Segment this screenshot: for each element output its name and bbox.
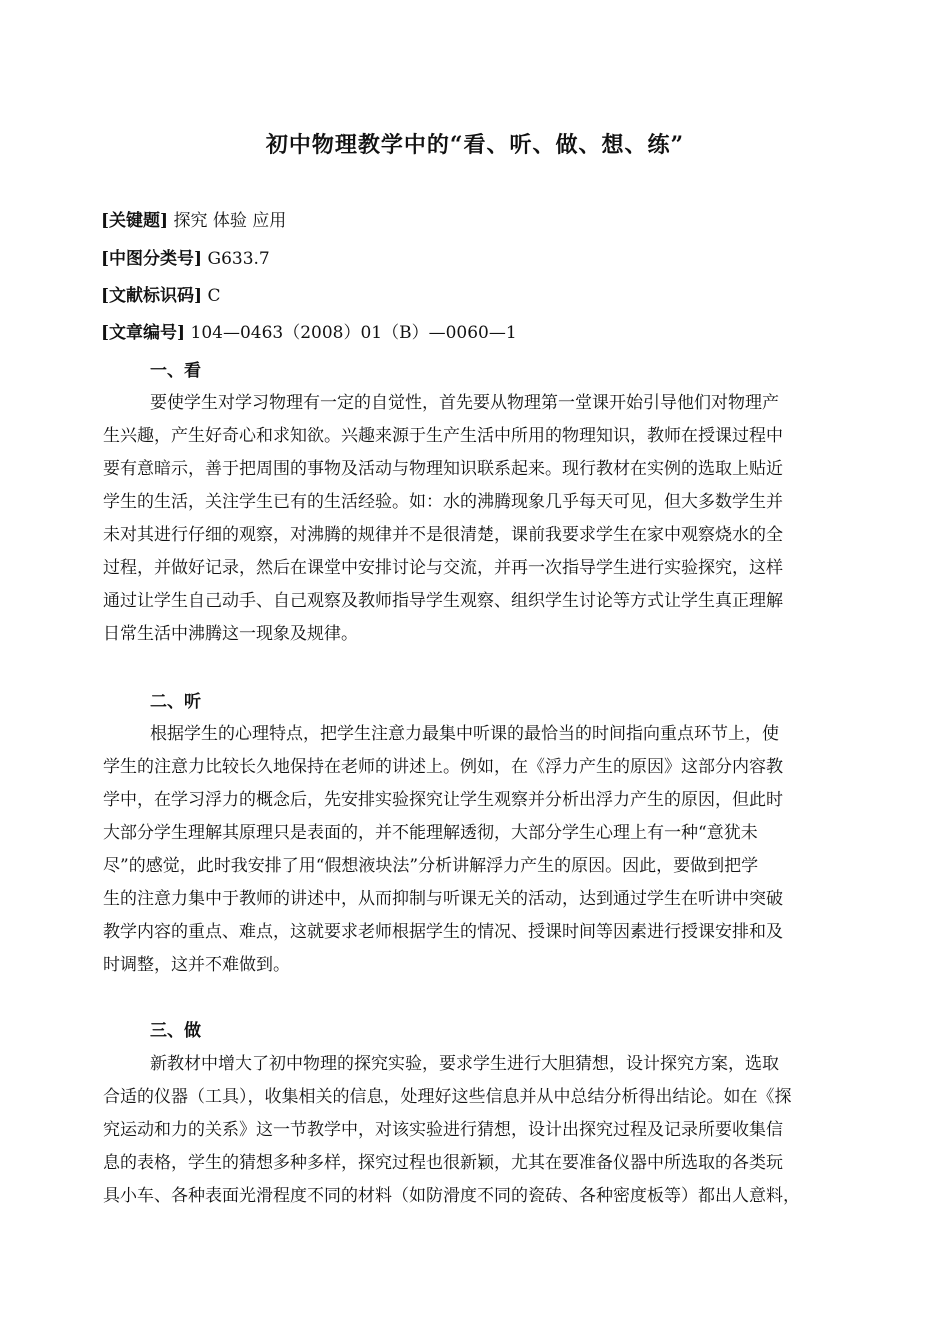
section-heading: 一、看 xyxy=(150,361,201,381)
paragraph-line: 过程，并做好记录，然后在课堂中安排讨论与交流，并再一次指导学生进行实验探究，这样 xyxy=(103,558,783,578)
meta-doc-code xyxy=(101,285,221,307)
paragraph-line: 要有意暗示，善于把周围的事物及活动与物理知识联系起来。现行教材在实例的选取上贴近 xyxy=(103,459,783,479)
section-heading: 三、做 xyxy=(150,1021,201,1041)
paragraph-line: 未对其进行仔细的观察，对沸腾的规律并不是很清楚，课前我要求学生在家中观察烧水的全 xyxy=(103,525,783,545)
meta-article-no-value: 104—0463（2008）01（B）—0060—1 xyxy=(190,323,517,343)
paragraph-line: 根据学生的心理特点，把学生注意力最集中听课的最恰当的时间指向重点环节上，使 xyxy=(150,724,779,744)
paragraph-line: 时调整，这并不难做到。 xyxy=(103,955,290,975)
paragraph-line: 学中，在学习浮力的概念后，先安排实验探究让学生观察并分析出浮力产生的原因，但此时 xyxy=(103,790,783,810)
section-heading: 二、听 xyxy=(150,692,201,712)
paragraph-line: 究运动和力的关系》这一节教学中，对该实验进行猜想，设计出探究过程及记录所要收集信 xyxy=(103,1120,783,1140)
document-title: 初中物理教学中的“看、听、做、想、练” xyxy=(265,132,685,158)
paragraph-line: 新教材中增大了初中物理的探究实验，要求学生进行大胆猜想，设计探究方案，选取 xyxy=(150,1054,779,1074)
meta-doc-code-value: C xyxy=(207,286,221,306)
paragraph-line: 息的表格，学生的猜想多种多样，探究过程也很新颖，尤其在要准备仪器中所选取的各类玩 xyxy=(103,1153,783,1173)
paragraph-line: 生的注意力集中于教师的讲述中，从而抑制与听课无关的活动，达到通过学生在听讲中突破 xyxy=(103,889,783,909)
meta-keywords xyxy=(101,210,286,232)
section-paragraph xyxy=(103,718,851,982)
meta-clc-value: G633.7 xyxy=(207,249,270,269)
paragraph-line: 大部分学生理解其原理只是表面的，并不能理解透彻，大部分学生心理上有一种“意犹未 xyxy=(103,823,758,843)
paragraph-line: 日常生活中沸腾这一现象及规律。 xyxy=(103,624,358,644)
meta-doc-code-label: [文献标识码] xyxy=(101,286,203,306)
paragraph-line: 学生的注意力比较长久地保持在老师的讲述上。例如，在《浮力产生的原因》这部分内容教 xyxy=(103,757,783,777)
meta-article-no xyxy=(101,322,517,344)
paragraph-line: 通过让学生自己动手、自己观察及教师指导学生观察、组织学生讨论等方式让学生真正理解 xyxy=(103,591,783,611)
meta-clc xyxy=(101,248,270,270)
paragraph-line: 尽”的感觉，此时我安排了用“假想液块法”分析讲解浮力产生的原因。因此，要做到把学 xyxy=(103,856,759,876)
meta-clc-label: [中图分类号] xyxy=(101,249,203,269)
paragraph-line: 具小车、各种表面光滑程度不同的材料（如防滑度不同的瓷砖、各种密度板等）都出人意料， xyxy=(103,1186,800,1206)
meta-article-no-label: [文章编号] xyxy=(101,323,186,343)
paragraph-line: 合适的仪器（工具），收集相关的信息，处理好这些信息并从中总结分析得出结论。如在《探 xyxy=(103,1087,792,1107)
meta-keywords-label: [关键题] xyxy=(101,211,169,231)
section-paragraph xyxy=(103,387,851,651)
section-paragraph xyxy=(103,1048,851,1213)
paragraph-line: 学生的生活，关注学生已有的生活经验。如：水的沸腾现象几乎每天可见，但大多数学生并 xyxy=(103,492,783,512)
paragraph-line: 教学内容的重点、难点，这就要求老师根据学生的情况、授课时间等因素进行授课安排和及 xyxy=(103,922,783,942)
paragraph-line: 生兴趣，产生好奇心和求知欲。兴趣来源于生产生活中所用的物理知识，教师在授课过程中 xyxy=(103,426,783,446)
paragraph-line: 要使学生对学习物理有一定的自觉性，首先要从物理第一堂课开始引导他们对物理产 xyxy=(150,393,779,413)
meta-keywords-value: 探究 体验 应用 xyxy=(173,211,287,231)
